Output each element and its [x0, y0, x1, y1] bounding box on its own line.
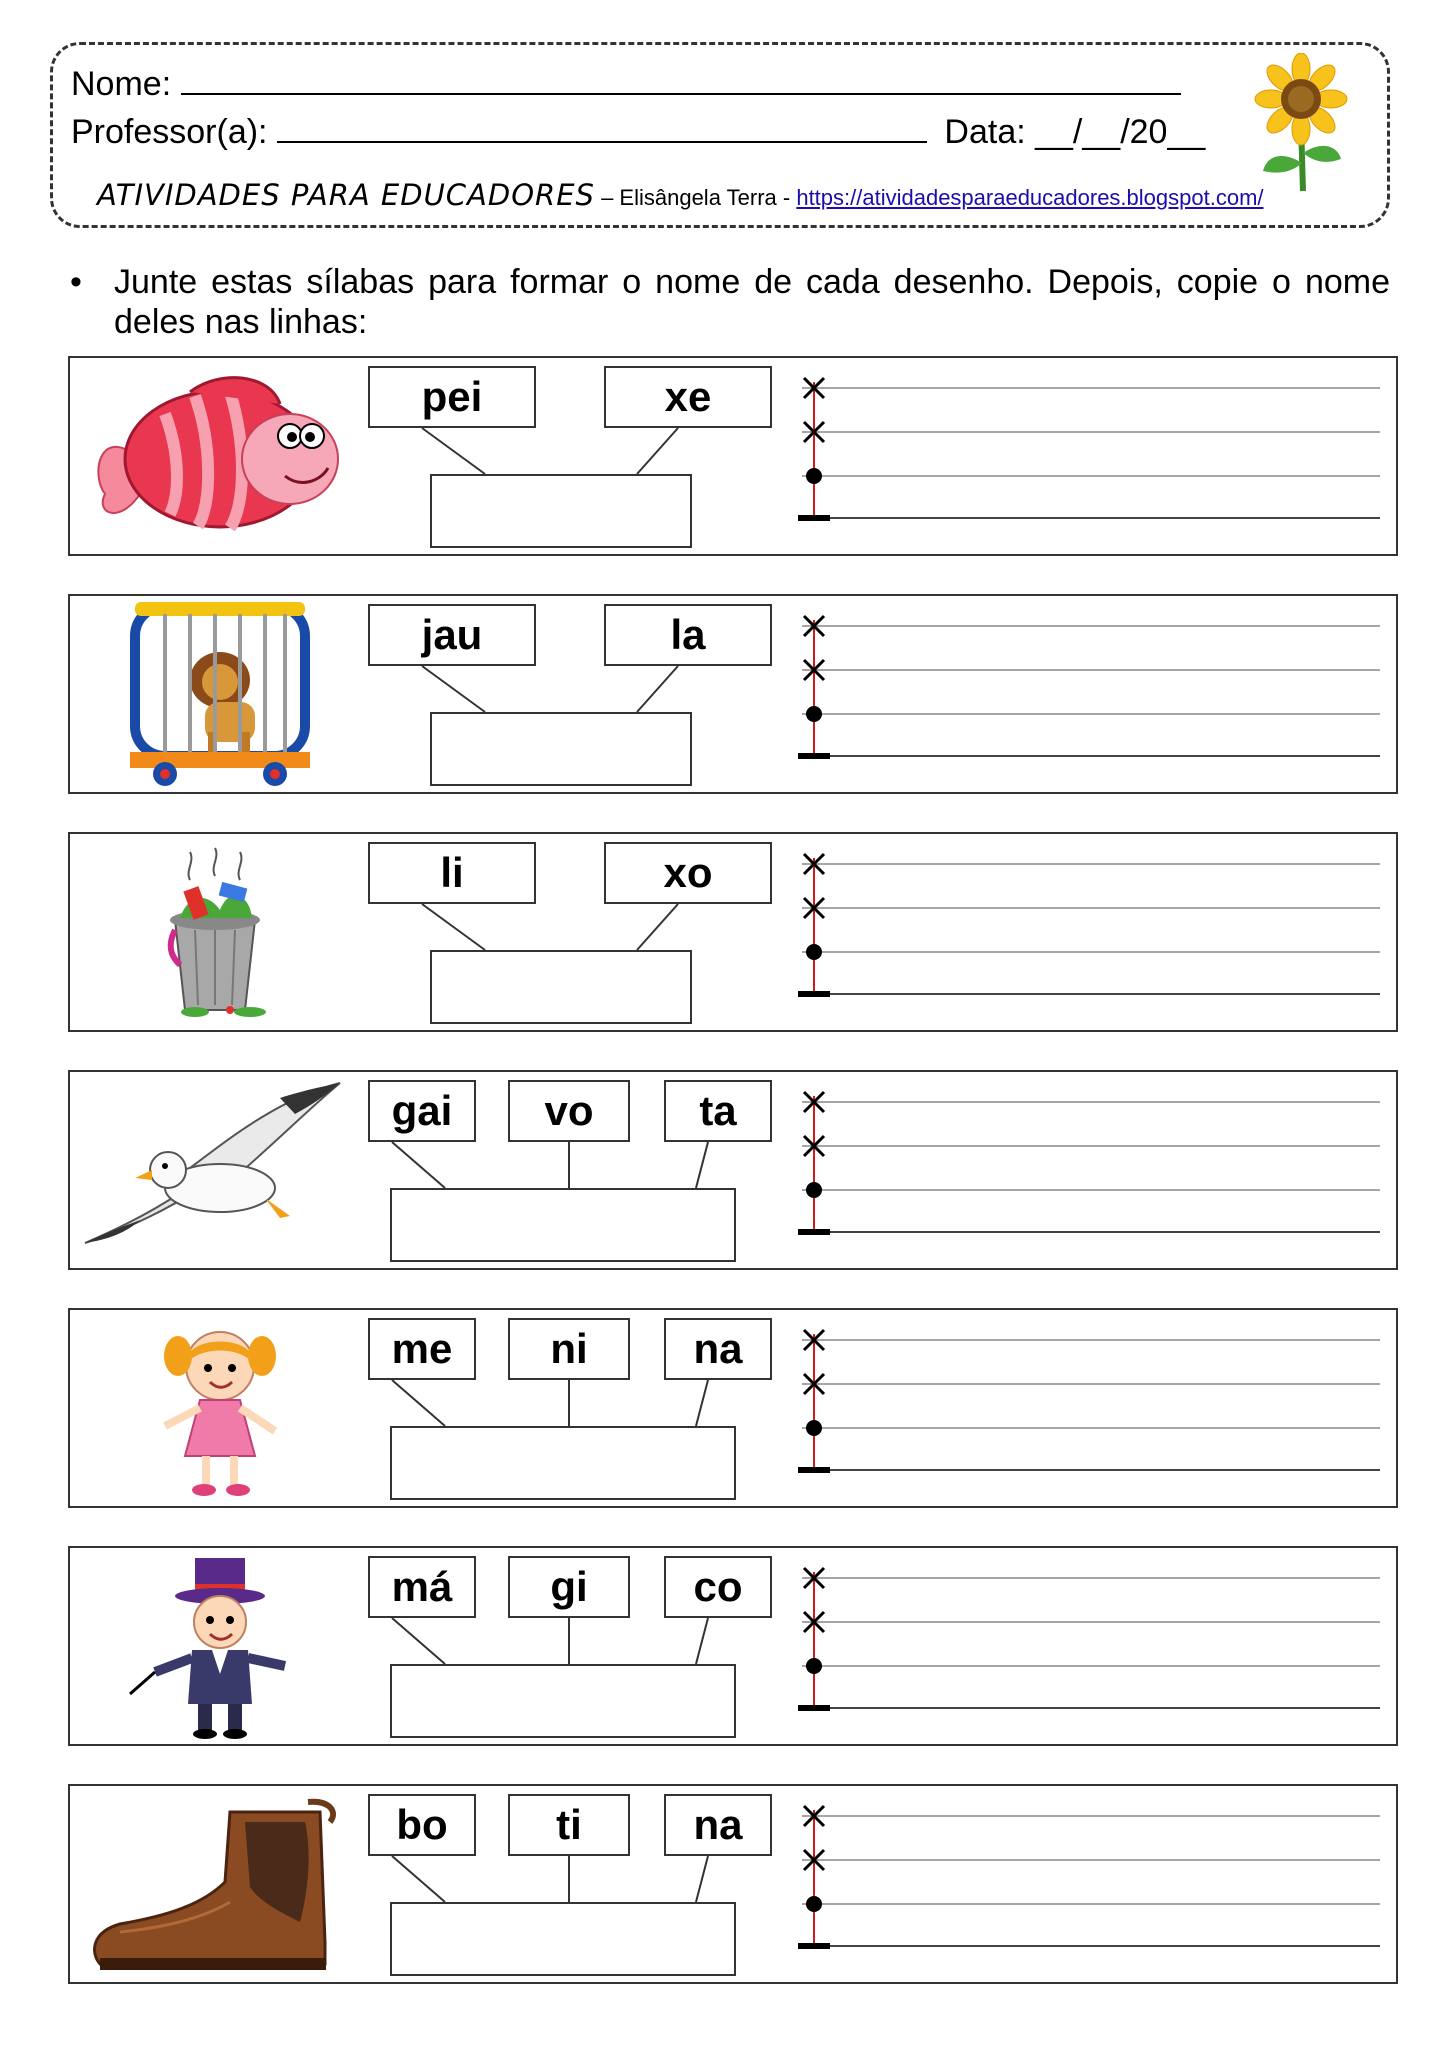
- syllable-box: pei: [368, 366, 536, 428]
- syllable-box: gi: [508, 1556, 630, 1618]
- sunflower-icon: [1253, 53, 1349, 193]
- trash-can-picture: [80, 840, 370, 1026]
- syllable-box: xo: [604, 842, 772, 904]
- answer-box[interactable]: [390, 1664, 736, 1738]
- writing-guide-lines[interactable]: [790, 1082, 1390, 1262]
- syllable-box: gai: [368, 1080, 476, 1142]
- exercise-row: [68, 594, 1398, 794]
- brand-name: ATIVIDADES PARA EDUCADORES: [97, 178, 595, 212]
- syllable-box: ta: [664, 1080, 772, 1142]
- syllable-box: li: [368, 842, 536, 904]
- exercise-row: [68, 1308, 1398, 1508]
- syllable-box: co: [664, 1556, 772, 1618]
- boot-picture: [80, 1792, 370, 1978]
- credits-line: [97, 178, 1264, 212]
- name-label: Nome:: [71, 65, 172, 103]
- answer-box[interactable]: [430, 950, 692, 1024]
- syllable-box: bo: [368, 1794, 476, 1856]
- writing-guide-lines[interactable]: [790, 844, 1390, 1024]
- syllable-box: la: [604, 604, 772, 666]
- instruction: [70, 262, 1390, 342]
- answer-box[interactable]: [390, 1188, 736, 1262]
- writing-guide-lines[interactable]: [790, 368, 1390, 548]
- teacher-line: [71, 111, 1205, 152]
- syllable-box: jau: [368, 604, 536, 666]
- seagull-picture: [80, 1078, 370, 1264]
- syllable-box: xe: [604, 366, 772, 428]
- bullet-icon: •: [70, 263, 82, 301]
- syllable-box: má: [368, 1556, 476, 1618]
- author-name: – Elisângela Terra -: [601, 185, 791, 210]
- syllable-box: na: [664, 1794, 772, 1856]
- syllable-box: ni: [508, 1318, 630, 1380]
- writing-guide-lines[interactable]: [790, 606, 1390, 786]
- syllable-box: vo: [508, 1080, 630, 1142]
- writing-guide-lines[interactable]: [790, 1796, 1390, 1976]
- exercise-row: [68, 1546, 1398, 1746]
- instruction-text: Junte estas sílabas para formar o nome de cada desenho. Depois, copie o nome deles nas linhas:: [114, 263, 1390, 341]
- answer-box[interactable]: [430, 474, 692, 548]
- girl-picture: [80, 1316, 370, 1502]
- syllable-box: ti: [508, 1794, 630, 1856]
- date-label: Data: __/__/20__: [944, 113, 1206, 151]
- fish-picture: [80, 364, 370, 550]
- teacher-blank[interactable]: [277, 111, 927, 143]
- exercise-row: [68, 1784, 1398, 1984]
- exercise-row: [68, 832, 1398, 1032]
- writing-guide-lines[interactable]: [790, 1558, 1390, 1738]
- answer-box[interactable]: [390, 1426, 736, 1500]
- syllable-box: na: [664, 1318, 772, 1380]
- answer-box[interactable]: [430, 712, 692, 786]
- writing-guide-lines[interactable]: [790, 1320, 1390, 1500]
- syllable-box: me: [368, 1318, 476, 1380]
- blog-link[interactable]: https://atividadesparaeducadores.blogspot.com/: [796, 185, 1264, 210]
- exercise-row: [68, 356, 1398, 556]
- name-line: [71, 63, 1181, 104]
- magician-picture: [80, 1554, 370, 1740]
- teacher-label: Professor(a):: [71, 113, 268, 151]
- header-box: [50, 42, 1390, 228]
- lion-in-cage-picture: [80, 602, 370, 788]
- exercise-row: [68, 1070, 1398, 1270]
- answer-box[interactable]: [390, 1902, 736, 1976]
- name-blank[interactable]: [181, 63, 1181, 95]
